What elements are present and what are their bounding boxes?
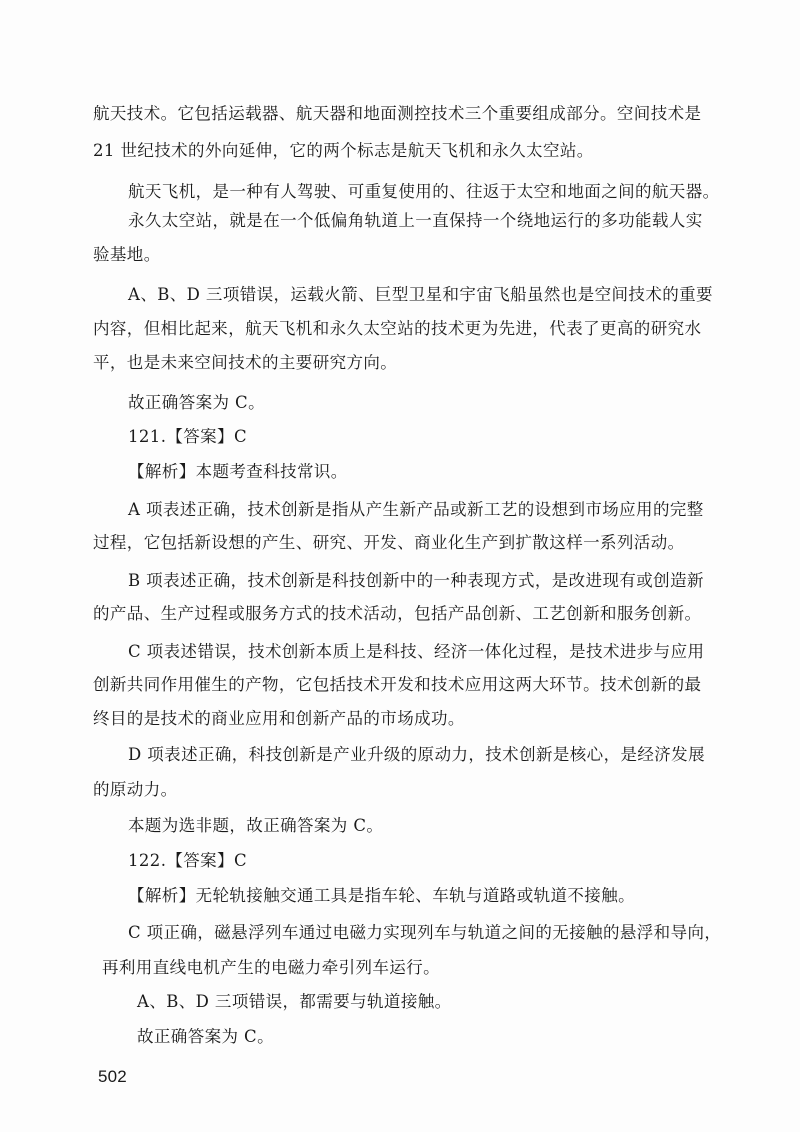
text-line: C 项表述错误，技术创新本质上是科技、经济一体化过程，是技术进步与应用 [128,642,705,661]
text-line: 的原动力。 [93,780,178,799]
text-line: 内容，但相比起来，航天飞机和永久太空站的技术更为先进，代表了更高的研究水 [93,319,702,338]
text-line: D 项表述正确，科技创新是产业升级的原动力，技术创新是核心，是经济发展 [128,745,705,764]
text-line: A、B、D 三项错误，都需要与轨道接触。 [137,992,452,1011]
text-line: 的产品、生产过程或服务方式的技术活动，包括产品创新、工艺创新和服务创新。 [93,604,702,623]
text-line: 航天飞机，是一种有人驾驶、可重复使用的、往返于太空和地面之间的航天器。 [128,182,720,201]
answer-heading: 121.【答案】C [128,427,247,446]
text-line: B 项表述正确，技术创新是科技创新中的一种表现方式，是改进现有或创造新 [128,571,704,590]
text-line: 创新共同作用催生的产物，它包括技术开发和技术应用这两大环节。技术创新的最 [93,675,702,694]
text-line: 故正确答案为 C。 [128,393,265,412]
text-line: A、B、D 三项错误，运载火箭、巨型卫星和宇宙飞船虽然也是空间技术的重要 [128,285,713,304]
text-line: 本题为选非题，故正确答案为 C。 [128,816,384,835]
text-line: A 项表述正确，技术创新是指从产生新产品或新工艺的设想到市场应用的完整 [128,500,704,519]
text-line: 再利用直线电机产生的电磁力牵引列车运行。 [102,958,440,977]
text-line: 过程，它包括新设想的产生、研究、开发、商业化生产到扩散这样一系列活动。 [93,533,685,552]
text-line: 验基地。 [93,245,161,264]
text-line: C 项正确，磁悬浮列车通过电磁力实现列车与轨道之间的无接触的悬浮和导向， [128,923,722,942]
text-line: 故正确答案为 C。 [137,1027,274,1046]
text-line: 终目的是技术的商业应用和创新产品的市场成功。 [93,709,465,728]
analysis-line: 【解析】本题考查科技常识。 [128,462,348,481]
text-line: 航天技术。它包括运载器、航天器和地面测控技术三个重要组成部分。空间技术是 [93,104,702,123]
answer-heading: 122.【答案】C [128,851,247,870]
text-line: 平，也是未来空间技术的主要研究方向。 [93,353,398,372]
text-line: 永久太空站，就是在一个低偏角轨道上一直保持一个绕地运行的多功能载人实 [128,211,703,230]
text-line: 21 世纪技术的外向延伸，它的两个标志是航天飞机和永久太空站。 [93,141,594,160]
page-number: 502 [98,1067,127,1086]
analysis-line: 【解析】无轮轨接触交通工具是指车轮、车轨与道路或轨道不接触。 [128,886,635,905]
